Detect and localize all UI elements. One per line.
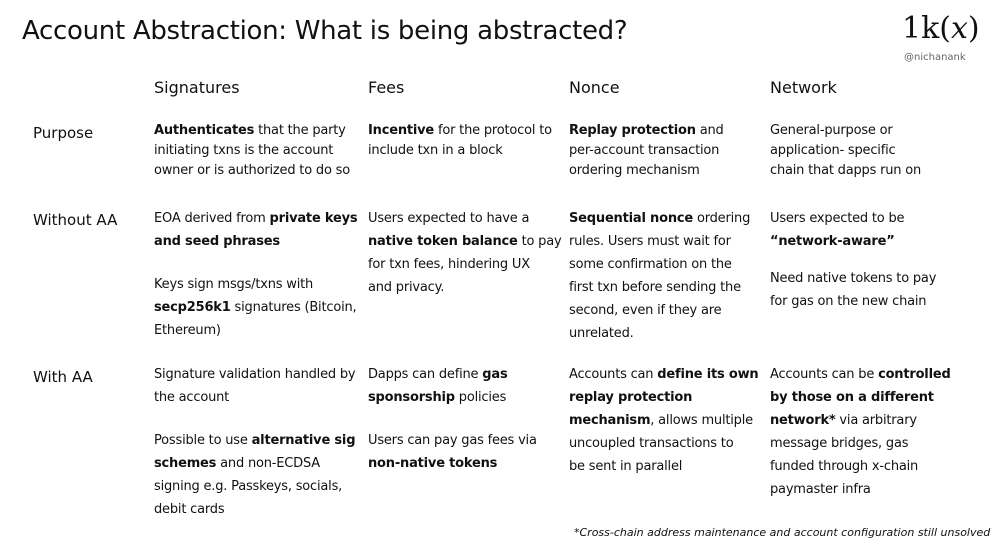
brand-logo: 1k(x): [902, 11, 980, 46]
cell-purpose-nonce: Replay protection and per-account transaction ordering mechanism: [569, 123, 724, 178]
footnote: *Cross-chain address maintenance and account configuration still unsolved: [574, 526, 991, 539]
page-title: Account Abstraction: What is being abstracted?: [22, 16, 628, 46]
cell-with-aa-network: Accounts can be controlled by those on a different network* via arbitrary message bridges, gas funded through x-chain paymaster infra: [770, 367, 951, 497]
cell-with-aa-nonce: Accounts can define its own replay protection mechanism, allows multiple uncoupled transactions to be sent in parallel: [569, 367, 759, 474]
row-header-with-aa: With AA: [33, 368, 93, 386]
cell-without-aa-nonce: Sequential nonce ordering rules. Users must wait for some confirmation on the first txn before sending the second, even if they are unrelated.: [569, 211, 751, 341]
column-header-fees: Fees: [368, 78, 405, 97]
author-handle: @nichanank: [904, 52, 966, 63]
cell-with-aa-signatures: Signature validation handled by the account Possible to use alternative sig schemes and non-ECDSA signing e.g. Passkeys, socials, debit cards: [154, 367, 356, 517]
cell-without-aa-network: Users expected to be “network-aware” Need native tokens to pay for gas on the new chain: [770, 211, 937, 309]
cell-with-aa-fees: Dapps can define gas sponsorship policies Users can pay gas fees via non-native tokens: [368, 367, 537, 471]
row-header-purpose: Purpose: [33, 124, 94, 142]
row-header-without-aa: Without AA: [33, 211, 118, 229]
column-header-network: Network: [770, 78, 837, 97]
column-header-signatures: Signatures: [154, 78, 240, 97]
cell-purpose-network: General-purpose or application- specific chain that dapps run on: [770, 123, 922, 178]
cell-without-aa-signatures: EOA derived from private keys and seed phrases Keys sign msgs/txns with secp256k1 signatures (Bitcoin, Ethereum): [154, 211, 358, 338]
cell-purpose-signatures: Authenticates that the party initiating txns is the account owner or is authorized to do so: [154, 123, 350, 178]
cell-purpose-fees: Incentive for the protocol to include txn in a block: [368, 123, 552, 158]
column-header-nonce: Nonce: [569, 78, 620, 97]
cell-without-aa-fees: Users expected to have a native token balance to pay for txn fees, hindering UX and privacy.: [368, 211, 562, 295]
